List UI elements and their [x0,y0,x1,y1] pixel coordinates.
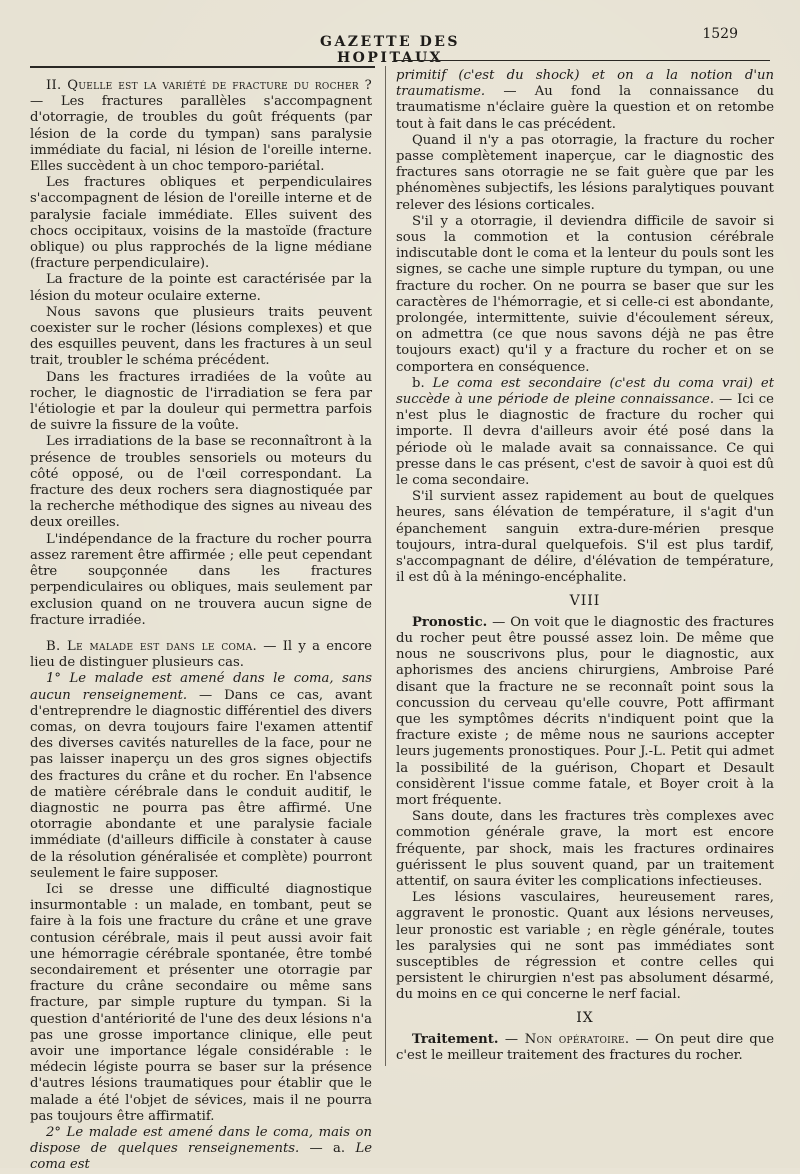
paragraph: b. Le coma est secondaire (c'est du coma vrai) et succède à une période de pleine connaissance. — Ici ce n'est plus le diagnostic de fracture du rocher qui importe. Il devra d'ailleurs avoir été posé dans la période où le malade avait sa connaissance. Ce qui presse dans le cas présent, c'est de savoir à quoi est dû le coma secondaire. [396,375,774,489]
paragraph: Ici se dresse une difficulté diagnostique insurmontable : un malade, en tombant, peut se faire à la fois une fracture du crâne et une grave contusion cérébrale, mais il peut aussi avoir fait une hémorragie cérébrale spontanée, être tombé secondairement et présenter une otorragie par fracture du crâne secondaire ou même sans fracture, par simple rupture du tympan. Si la question d'antériorité de l'une des deux lésions n'a pas une grosse importance clinique, elle peut avoir une importance légale considérable : le médecin légiste pourra se baser sur la présence d'autres lésions traumatiques pour établir que le malade a été l'objet de sévices, mais il ne pourra pas toujours être affirmatif. [30,881,372,1124]
paragraph: Les irradiations de la base se reconnaîtront à la présence de troubles sensoriels ou moteurs du côté opposé, ou de l'œil correspondant. La fracture des deux rochers sera diagnostiquée par la recherche méthodique des signes au niveau des deux oreilles. [30,434,372,531]
header-rule-left [30,66,375,68]
section-lead: B. Le malade est dans le coma. [46,638,257,654]
pronostic-label: Pronostic. [412,614,488,630]
traitement-label: Traitement. [412,1031,499,1047]
right-column [396,68,774,1064]
spacer [30,629,372,639]
header-rule-right [395,60,770,61]
paragraph: primitif (c'est du shock) et on a la notion d'un traumatisme. — Au fond la connaissance du traumatisme n'éclaire guère la question et on retombe tout à fait dans le cas précédent. [396,68,774,132]
paragraph: Nous savons que plusieurs traits peuvent coexister sur le rocher (lésions complexes) et que des esquilles peuvent, dans les fractures à un seul trait, troubler le schéma précédent. [30,304,372,369]
page-number: 1529 [702,26,738,42]
paragraph: S'il y a otorragie, il deviendra difficile de savoir si sous la commotion et la contusion cérébrale indiscutable dont le coma et la lenteur du pouls sont les signes, se cache une simple rupture du tympan, ou une fracture du rocher. On ne pourra se baser que sur les caractères de l'hémorragie, et si celle-ci est abondante, prolongée, intermittente, suivie d'écoulement séreux, on admettra (ce que nous savons déjà ne pas être toujours exact) qu'il y a fracture du rocher et on se comportera en conséquence. [396,213,774,375]
paragraph: 1° Le malade est amené dans le coma, sans aucun renseignement. — Dans ce cas, avant d'entreprendre le diagnostic différentiel des divers comas, on devra toujours faire l'examen attentif des diverses cavités naturelles de la face, pour ne pas laisser inaperçu un des gros signes objectifs des fractures du crâne et du rocher. En l'absence de matière cérébrale dans le conduit auditif, le diagnostic ne pourra pas être affirmé. Une otorragie abondante et une paralysie faciale immédiate (d'ailleurs difficile à constater à cause de la résolution généralisée et complète) pourront seulement le faire supposer. [30,671,372,881]
paragraph: Quand il n'y a pas otorragie, la fracture du rocher passe complètement inaperçue, car le diagnostic des fractures sans otorragie ne se fait guère que par les phénomènes subjectifs, les lésions paralytiques pouvant relever des lésions corticales. [396,132,774,213]
paragraph: Dans les fractures irradiées de la voûte au rocher, le diagnostic de l'irradiation se fera par l'étiologie et par la douleur qui permettra parfois de suivre la fissure de la voûte. [30,369,372,434]
paragraph: Pronostic. — On voit que le diagnostic des fractures du rocher peut être poussé assez loin. De même que nous ne souscrivons plus, pour le diagnostic, aux aphorismes des anciens chirurgiens, Ambroise Paré disant que la fracture ne se reconnaît point sous la concussion du cerveau qu'elle couvre, Pott affirmant que les symptômes décrits n'indiquent point que la fracture existe ; de même nous ne saurions accepter leurs jugements pronostiques. Pour J.-L. Petit qui admet la possibilité de la guérison, Chopart et Desault considèrent l'issue comme fatale, et Boyer croit à la mort fréquente. [396,614,774,808]
running-header: GAZETTE DES HOPITAUX [319,34,460,66]
paragraph: B. Le malade est dans le coma. — Il y a encore lieu de distinguer plusieurs cas. [30,638,372,671]
paragraph: La fracture de la pointe est caractérisée par la lésion du moteur oculaire externe. [30,272,372,304]
paragraph: II. Quelle est la variété de fracture du rocher ? — Les fractures parallèles s'accompagnent d'otorragie, de troubles du goût fréquents (par lésion de la corde du tympan) sans paralysie immédiate du facial, ni lésion de l'oreille interne. Elles succèdent à un choc temporo-pariétal. [30,78,372,175]
paragraph: Les fractures obliques et perpendiculaires s'accompagnent de lésion de l'oreille interne et de paralysie faciale immédiate. Elles suivent des chocs occipitaux, voisins de la mastoïde (fracture oblique) ou plus rapprochés de la ligne médiane (fracture perpendiculaire). [30,175,372,272]
paragraph: 2° Le malade est amené dans le coma, mais on dispose de quelques renseignements. — a. Le coma est [30,1125,372,1173]
column-divider [385,66,386,1066]
section-heading-viii: VIII [569,592,601,609]
paragraph: Traitement. — Non opératoire. — On peut dire que c'est le meilleur traitement des fractures du rocher. [396,1031,774,1063]
paragraph: L'indépendance de la fracture du rocher pourra assez rarement être affirmée ; elle peut cependant être soupçonnée dans les fractures perpendiculaires ou obliques, mais seulement par exclusion quand on ne trouvera aucun signe de fracture irradiée. [30,531,372,628]
section-heading-ix: IX [576,1009,594,1026]
left-column [30,78,372,1174]
paragraph: Sans doute, dans les fractures très complexes avec commotion générale grave, la mort est encore fréquente, par shock, mais les fractures ordinaires guérissent le plus souvent quand, par un traitement attentif, on saura éviter les complications infectieuses. [396,809,774,889]
paragraph: Les lésions vasculaires, heureusement rares, aggravent le pronostic. Quant aux lésions nerveuses, leur pronostic est variable ; en règle générale, toutes les paralysies qui ne sont pas immédiates sont susceptibles de régression et contre celles qui persistent le chirurgien n'est pas absolument désarmé, du moins en ce qui concerne le nerf facial. [396,890,774,1003]
case-lead: 1° Le malade est amené dans le coma, sans aucun renseignement. [30,671,372,703]
case-lead: 2° Le malade est amené dans le coma, mais on dispose de quelques renseignements. [30,1125,372,1157]
paragraph: S'il survient assez rapidement au bout de quelques heures, sans élévation de température, il s'agit d'un épanchement sanguin extra-dure-mérien presque toujours, intra-dural quelquefois. S'il est plus tardif, s'accompagnant de délire, d'élévation de température, il est dû à la méningo-encéphalite. [396,489,774,586]
section-lead: II. Quelle est la variété de fracture du rocher ? [46,78,372,93]
